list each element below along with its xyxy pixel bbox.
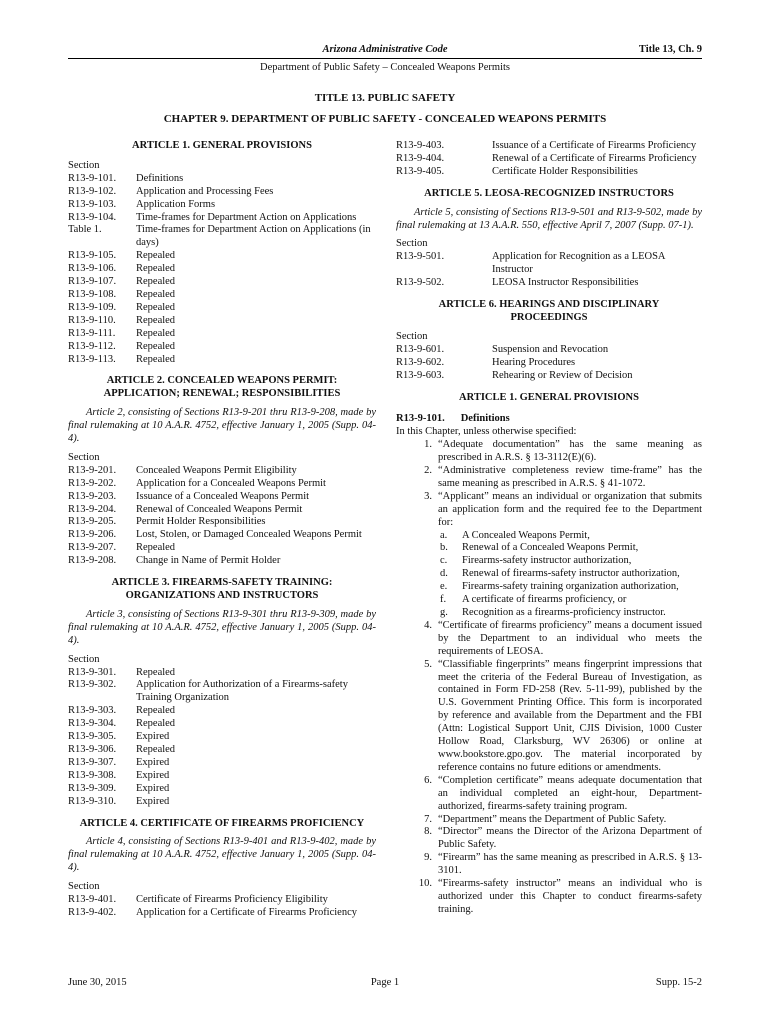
subitem-text: Firearms-safety instructor authorization,	[462, 555, 632, 567]
toc-entry	[68, 276, 376, 289]
article-4-toc	[68, 894, 376, 920]
toc-entry	[396, 344, 702, 357]
running-header	[68, 44, 702, 58]
toc-entry	[68, 173, 376, 186]
toc-section-number: R13-9-105.	[68, 250, 117, 262]
toc-section-number: R13-9-208.	[68, 555, 117, 567]
definition-text: “Classifiable fingerprints” means fingerprint impressions that meet the criteria of the Federal Bureau of Investigation, as contained in Form FD-258 (Rev. 5-11-99), published by the U.S. Government Printing Office. This form is incorporated by reference and available from the Department and the FBI (Attn: Logistical Support Unit, CJIS Division, 1000 Custer Hollow Road, Clarksburg, WV 26306) or online at www.bookstore.gpo.gov. The material incorporated by reference contains no future editions or amendments.	[438, 658, 702, 773]
toc-section-number: R13-9-307.	[68, 756, 117, 768]
toc-entry	[68, 478, 376, 491]
definition-number: 9.	[424, 852, 432, 864]
toc-section-title: Suspension and Revocation	[492, 343, 609, 355]
article-5-note: Article 5, consisting of Sections R13-9-501 and R13-9-502, made by final rulemaking at 13 A.A.R. 550, effective April 7, 2007 (Supp. 07-1).	[396, 206, 702, 231]
toc-entry	[68, 504, 376, 517]
toc-entry	[68, 783, 376, 796]
article-6-toc	[396, 344, 702, 383]
toc-section-title: Repealed	[136, 288, 176, 300]
toc-section-title: Application for Authorization of a Firearms-safety Training Organization	[136, 679, 348, 704]
toc-section-title: Change in Name of Permit Holder	[136, 555, 281, 567]
toc-section-title: Definitions	[136, 172, 184, 184]
article-2-note: Article 2, consisting of Sections R13-9-201 thru R13-9-208, made by final rulemaking at 10 A.A.R. 4752, effective January 1, 2005 (Supp. 04-4).	[68, 407, 376, 445]
article-3-toc	[68, 667, 376, 809]
definition-number: 7.	[424, 813, 432, 825]
toc-entry	[68, 679, 376, 705]
toc-entry	[68, 186, 376, 199]
toc-section-title: Application for a Certificate of Firearms Proficiency	[136, 906, 358, 918]
footer-page: Page 1	[370, 977, 400, 988]
toc-section-number: R13-9-205.	[68, 516, 117, 528]
toc-entry	[68, 894, 376, 907]
definition-item	[396, 491, 702, 530]
footer-supp: Supp. 15-2	[655, 977, 702, 988]
toc-section-number: R13-9-202.	[68, 477, 117, 489]
toc-section-number: R13-9-109.	[68, 301, 117, 313]
definition-item	[396, 826, 702, 852]
toc-section-title: Certificate Holder Responsibilities	[492, 165, 638, 177]
toc-section-title: Repealed	[136, 314, 176, 326]
definition-item	[396, 465, 702, 491]
article-4-toc-continued	[396, 140, 702, 179]
toc-entry	[68, 315, 376, 328]
toc-section-number: R13-9-603.	[396, 369, 445, 381]
toc-entry	[68, 341, 376, 354]
code-name: Arizona Administrative Code	[322, 44, 448, 55]
toc-section-title: Expired	[136, 782, 170, 794]
toc-section-title: Application Forms	[136, 198, 216, 210]
subitem-letter: a.	[440, 529, 448, 541]
toc-section-number: R13-9-102.	[68, 185, 117, 197]
toc-section-number: R13-9-405.	[396, 165, 445, 177]
toc-section-number: R13-9-203.	[68, 490, 117, 502]
toc-section-number: R13-9-204.	[68, 503, 117, 515]
toc-section-number: R13-9-107.	[68, 276, 117, 288]
toc-section-number: R13-9-302.	[68, 679, 117, 691]
toc-section-title: Time-frames for Department Action on Applications	[136, 211, 357, 223]
toc-section-number: R13-9-602.	[396, 356, 445, 368]
footer-date: June 30, 2015	[68, 977, 127, 988]
definition-item	[396, 814, 702, 827]
toc-section-number: R13-9-206.	[68, 529, 117, 541]
toc-section-title: Expired	[136, 769, 170, 781]
definition-number: 5.	[424, 658, 432, 670]
toc-section-number: R13-9-112.	[68, 340, 116, 352]
article-5-toc	[396, 251, 702, 290]
toc-section-title: Application for Recognition as a LEOSA Instructor	[492, 251, 665, 276]
definition-number: 3.	[424, 490, 432, 502]
toc-entry	[68, 705, 376, 718]
section-label: Section	[68, 653, 100, 665]
definition-text: “Certificate of firearms proficiency” means a document issued by the Department to an individual who meets the requirements of LEOSA.	[438, 619, 702, 657]
subitem-text: Renewal of firearms-safety instructor authorization,	[462, 568, 680, 580]
toc-section-title: Lost, Stolen, or Damaged Concealed Weapons Permit	[136, 529, 362, 541]
subitem-text: Recognition as a firearms-proficiency instructor.	[462, 607, 666, 618]
definition-number: 6.	[424, 774, 432, 786]
definition-number: 2.	[424, 465, 432, 477]
toc-entry	[68, 770, 376, 783]
toc-entry	[68, 199, 376, 212]
toc-section-number: R13-9-402.	[68, 906, 117, 918]
toc-section-title: Expired	[136, 795, 170, 807]
toc-entry	[396, 277, 702, 290]
toc-entry	[68, 529, 376, 542]
article-4-heading: ARTICLE 4. CERTIFICATE OF FIREARMS PROFICIENCY	[79, 817, 365, 829]
definition-item	[396, 852, 702, 878]
toc-section-title: Repealed	[136, 301, 176, 313]
toc-section-number: R13-9-303.	[68, 705, 117, 717]
subitem-text: Renewal of a Concealed Weapons Permit,	[462, 542, 639, 554]
toc-section-title: Expired	[136, 731, 170, 743]
subitem-letter: d.	[440, 568, 448, 580]
toc-entry	[68, 250, 376, 263]
toc-section-number: R13-9-502.	[396, 277, 445, 289]
article-2-heading: ARTICLE 2. CONCEALED WEAPONS PERMIT: APPLICATION; RENEWAL; RESPONSIBILITIES	[103, 375, 341, 400]
section-label: Section	[396, 330, 428, 342]
section-label: Section	[68, 451, 100, 463]
toc-entry	[68, 744, 376, 757]
toc-section-title: Repealed	[136, 542, 176, 554]
article-4-note: Article 4, consisting of Sections R13-9-401 and R13-9-402, made by final rulemaking at 10 A.A.R. 4752, effective January 1, 2005 (Supp. 04-4).	[68, 836, 376, 874]
article-2-toc	[68, 465, 376, 568]
article-1-toc	[68, 173, 376, 367]
toc-section-number: R13-9-306.	[68, 743, 117, 755]
definition-number: 10.	[418, 878, 432, 890]
toc-section-number: R13-9-113.	[68, 353, 116, 365]
toc-entry	[68, 328, 376, 341]
toc-section-number: R13-9-111.	[68, 327, 116, 339]
definitions-list	[396, 439, 702, 917]
toc-entry	[68, 555, 376, 568]
toc-entry	[68, 796, 376, 809]
toc-section-title: Time-frames for Department Action on Applications (in days)	[136, 224, 371, 249]
toc-section-number: R13-9-309.	[68, 782, 117, 794]
header-rule	[68, 58, 702, 59]
subitem-letter: f.	[440, 594, 447, 606]
subitem-text: A certificate of firearms proficiency, or	[462, 594, 627, 606]
definition-text: “Adequate documentation” has the same meaning as prescribed in A.R.S. § 13-3112(E)(6).	[438, 439, 702, 464]
body-article-1-heading: ARTICLE 1. GENERAL PROVISIONS	[459, 391, 639, 403]
toc-entry	[68, 354, 376, 367]
toc-section-title: Renewal of Concealed Weapons Permit	[136, 503, 303, 515]
definition-text: “Completion certificate” means adequate documentation that an individual completed an eight-hour, Department-authorized, firearms-safety training program.	[438, 774, 702, 812]
toc-section-number: R13-9-207.	[68, 542, 117, 554]
definition-item	[396, 659, 702, 775]
subitem-text: Firearms-safety training organization authorization,	[462, 581, 679, 593]
toc-section-title: Repealed	[136, 743, 176, 755]
toc-section-title: Repealed	[136, 353, 176, 365]
toc-section-number: R13-9-101.	[68, 172, 117, 184]
toc-entry	[68, 718, 376, 731]
left-column	[68, 140, 376, 920]
toc-section-title: Expired	[136, 756, 170, 768]
definition-subitem	[440, 530, 702, 543]
toc-section-title: Renewal of a Certificate of Firearms Proficiency	[492, 152, 697, 164]
toc-section-title: Rehearing or Review of Decision	[492, 369, 633, 381]
toc-section-title: Repealed	[136, 340, 176, 352]
definition-text: “Firearm” has the same meaning as prescribed in A.R.S. § 13-3101.	[438, 852, 702, 877]
toc-entry	[396, 153, 702, 166]
definition-subitem	[440, 568, 702, 581]
subitem-letter: b.	[440, 542, 448, 554]
rule-heading: R13-9-101. Definitions	[396, 413, 510, 425]
definition-item	[396, 620, 702, 659]
toc-entry	[396, 357, 702, 370]
definition-number: 8.	[424, 826, 432, 838]
right-column	[396, 140, 702, 917]
toc-entry	[68, 731, 376, 744]
toc-section-number: R13-9-304.	[68, 718, 117, 730]
toc-section-title: Repealed	[136, 276, 176, 288]
section-label: Section	[68, 159, 100, 171]
toc-section-title: Repealed	[136, 263, 176, 275]
sub-header: Department of Public Safety – Concealed Weapons Permits	[259, 62, 511, 73]
toc-entry	[68, 263, 376, 276]
title-chapter: Title 13, Ch. 9	[638, 44, 702, 55]
toc-entry	[68, 224, 376, 250]
toc-section-number: Table 1.	[68, 224, 102, 236]
definition-subitem	[440, 581, 702, 594]
toc-section-title: Permit Holder Responsibilities	[136, 516, 266, 528]
page-title: TITLE 13. PUBLIC SAFETY	[314, 92, 456, 104]
toc-section-title: LEOSA Instructor Responsibilities	[492, 277, 639, 289]
toc-section-number: R13-9-308.	[68, 769, 117, 781]
subitem-text: A Concealed Weapons Permit,	[462, 529, 590, 541]
toc-entry	[396, 251, 702, 277]
definition-number: 1.	[424, 439, 432, 451]
toc-entry	[68, 289, 376, 302]
toc-section-number: R13-9-108.	[68, 288, 117, 300]
toc-section-title: Application and Processing Fees	[136, 185, 274, 197]
definition-text: “Firearms-safety instructor” means an individual who is authorized under this Chapter to conduct firearms-safety training.	[438, 878, 702, 915]
definition-text: “Director” means the Director of the Arizona Department of Public Safety.	[438, 826, 702, 851]
toc-section-number: R13-9-310.	[68, 795, 117, 807]
subitem-letter: c.	[440, 555, 448, 567]
toc-section-number: R13-9-404.	[396, 152, 445, 164]
toc-section-title: Concealed Weapons Permit Eligibility	[136, 464, 297, 476]
toc-section-title: Hearing Procedures	[492, 356, 576, 368]
toc-entry	[68, 907, 376, 920]
toc-entry	[68, 542, 376, 555]
toc-section-number: R13-9-305.	[68, 731, 117, 743]
article-3-note: Article 3, consisting of Sections R13-9-301 thru R13-9-309, made by final rulemaking at 10 A.A.R. 4752, effective January 1, 2005 (Supp. 04-4).	[68, 608, 376, 646]
toc-section-number: R13-9-501.	[396, 251, 445, 263]
article-3-heading: ARTICLE 3. FIREARMS-SAFETY TRAINING: ORGANIZATIONS AND INSTRUCTORS	[111, 577, 333, 601]
article-1-heading: ARTICLE 1. GENERAL PROVISIONS	[132, 140, 312, 151]
definition-item	[396, 439, 702, 465]
toc-entry	[396, 140, 702, 153]
toc-entry	[68, 491, 376, 504]
toc-section-title: Repealed	[136, 327, 176, 339]
article-6-heading: ARTICLE 6. HEARINGS AND DISCIPLINARY PROCEEDINGS	[438, 299, 660, 323]
section-label: Section	[68, 881, 100, 893]
toc-entry	[68, 757, 376, 770]
toc-entry	[68, 465, 376, 478]
toc-entry	[68, 302, 376, 315]
toc-section-number: R13-9-103.	[68, 198, 117, 210]
definitions-intro: In this Chapter, unless otherwise specified:	[396, 426, 577, 438]
toc-section-title: Issuance of a Certificate of Firearms Proficiency	[492, 140, 697, 151]
chapter-title: CHAPTER 9. DEPARTMENT OF PUBLIC SAFETY - CONCEALED WEAPONS PERMITS	[163, 113, 607, 125]
definition-subitem	[440, 555, 702, 568]
toc-entry	[68, 667, 376, 680]
subitem-letter: e.	[440, 581, 448, 593]
definition-subitem	[440, 607, 702, 620]
toc-section-number: R13-9-106.	[68, 263, 117, 275]
subitem-letter: g.	[440, 607, 448, 618]
section-label: Section	[396, 238, 428, 250]
toc-section-number: R13-9-403.	[396, 140, 445, 151]
definition-item	[396, 775, 702, 814]
toc-section-title: Repealed	[136, 718, 176, 730]
toc-entry	[68, 212, 376, 225]
toc-entry	[68, 516, 376, 529]
definition-subitem	[440, 594, 702, 607]
toc-section-number: R13-9-301.	[68, 666, 117, 678]
toc-section-title: Issuance of a Concealed Weapons Permit	[136, 490, 310, 502]
toc-section-number: R13-9-201.	[68, 464, 117, 476]
toc-entry	[396, 370, 702, 383]
toc-section-title: Repealed	[136, 250, 176, 262]
article-5-heading: ARTICLE 5. LEOSA-RECOGNIZED INSTRUCTORS	[424, 187, 674, 199]
toc-section-number: R13-9-110.	[68, 314, 116, 326]
definition-subitem	[440, 542, 702, 555]
toc-section-title: Repealed	[136, 705, 176, 717]
toc-entry	[396, 166, 702, 179]
toc-section-title: Certificate of Firearms Proficiency Eligibility	[136, 894, 328, 906]
toc-section-number: R13-9-104.	[68, 211, 117, 223]
definition-number: 4.	[424, 619, 432, 631]
toc-section-title: Application for a Concealed Weapons Permit	[136, 477, 326, 489]
toc-section-number: R13-9-401.	[68, 894, 117, 906]
toc-section-number: R13-9-601.	[396, 343, 445, 355]
definition-item	[396, 878, 702, 917]
definition-text: “Applicant” means an individual or organization that submits an application form and the required fee to the Department for:	[438, 490, 702, 528]
toc-section-title: Repealed	[136, 666, 176, 678]
definition-text: “Administrative completeness review time-frame” has the same meaning as prescribed in A.R.S. § 41-1072.	[438, 465, 702, 489]
definition-text: “Department” means the Department of Public Safety.	[438, 813, 667, 825]
